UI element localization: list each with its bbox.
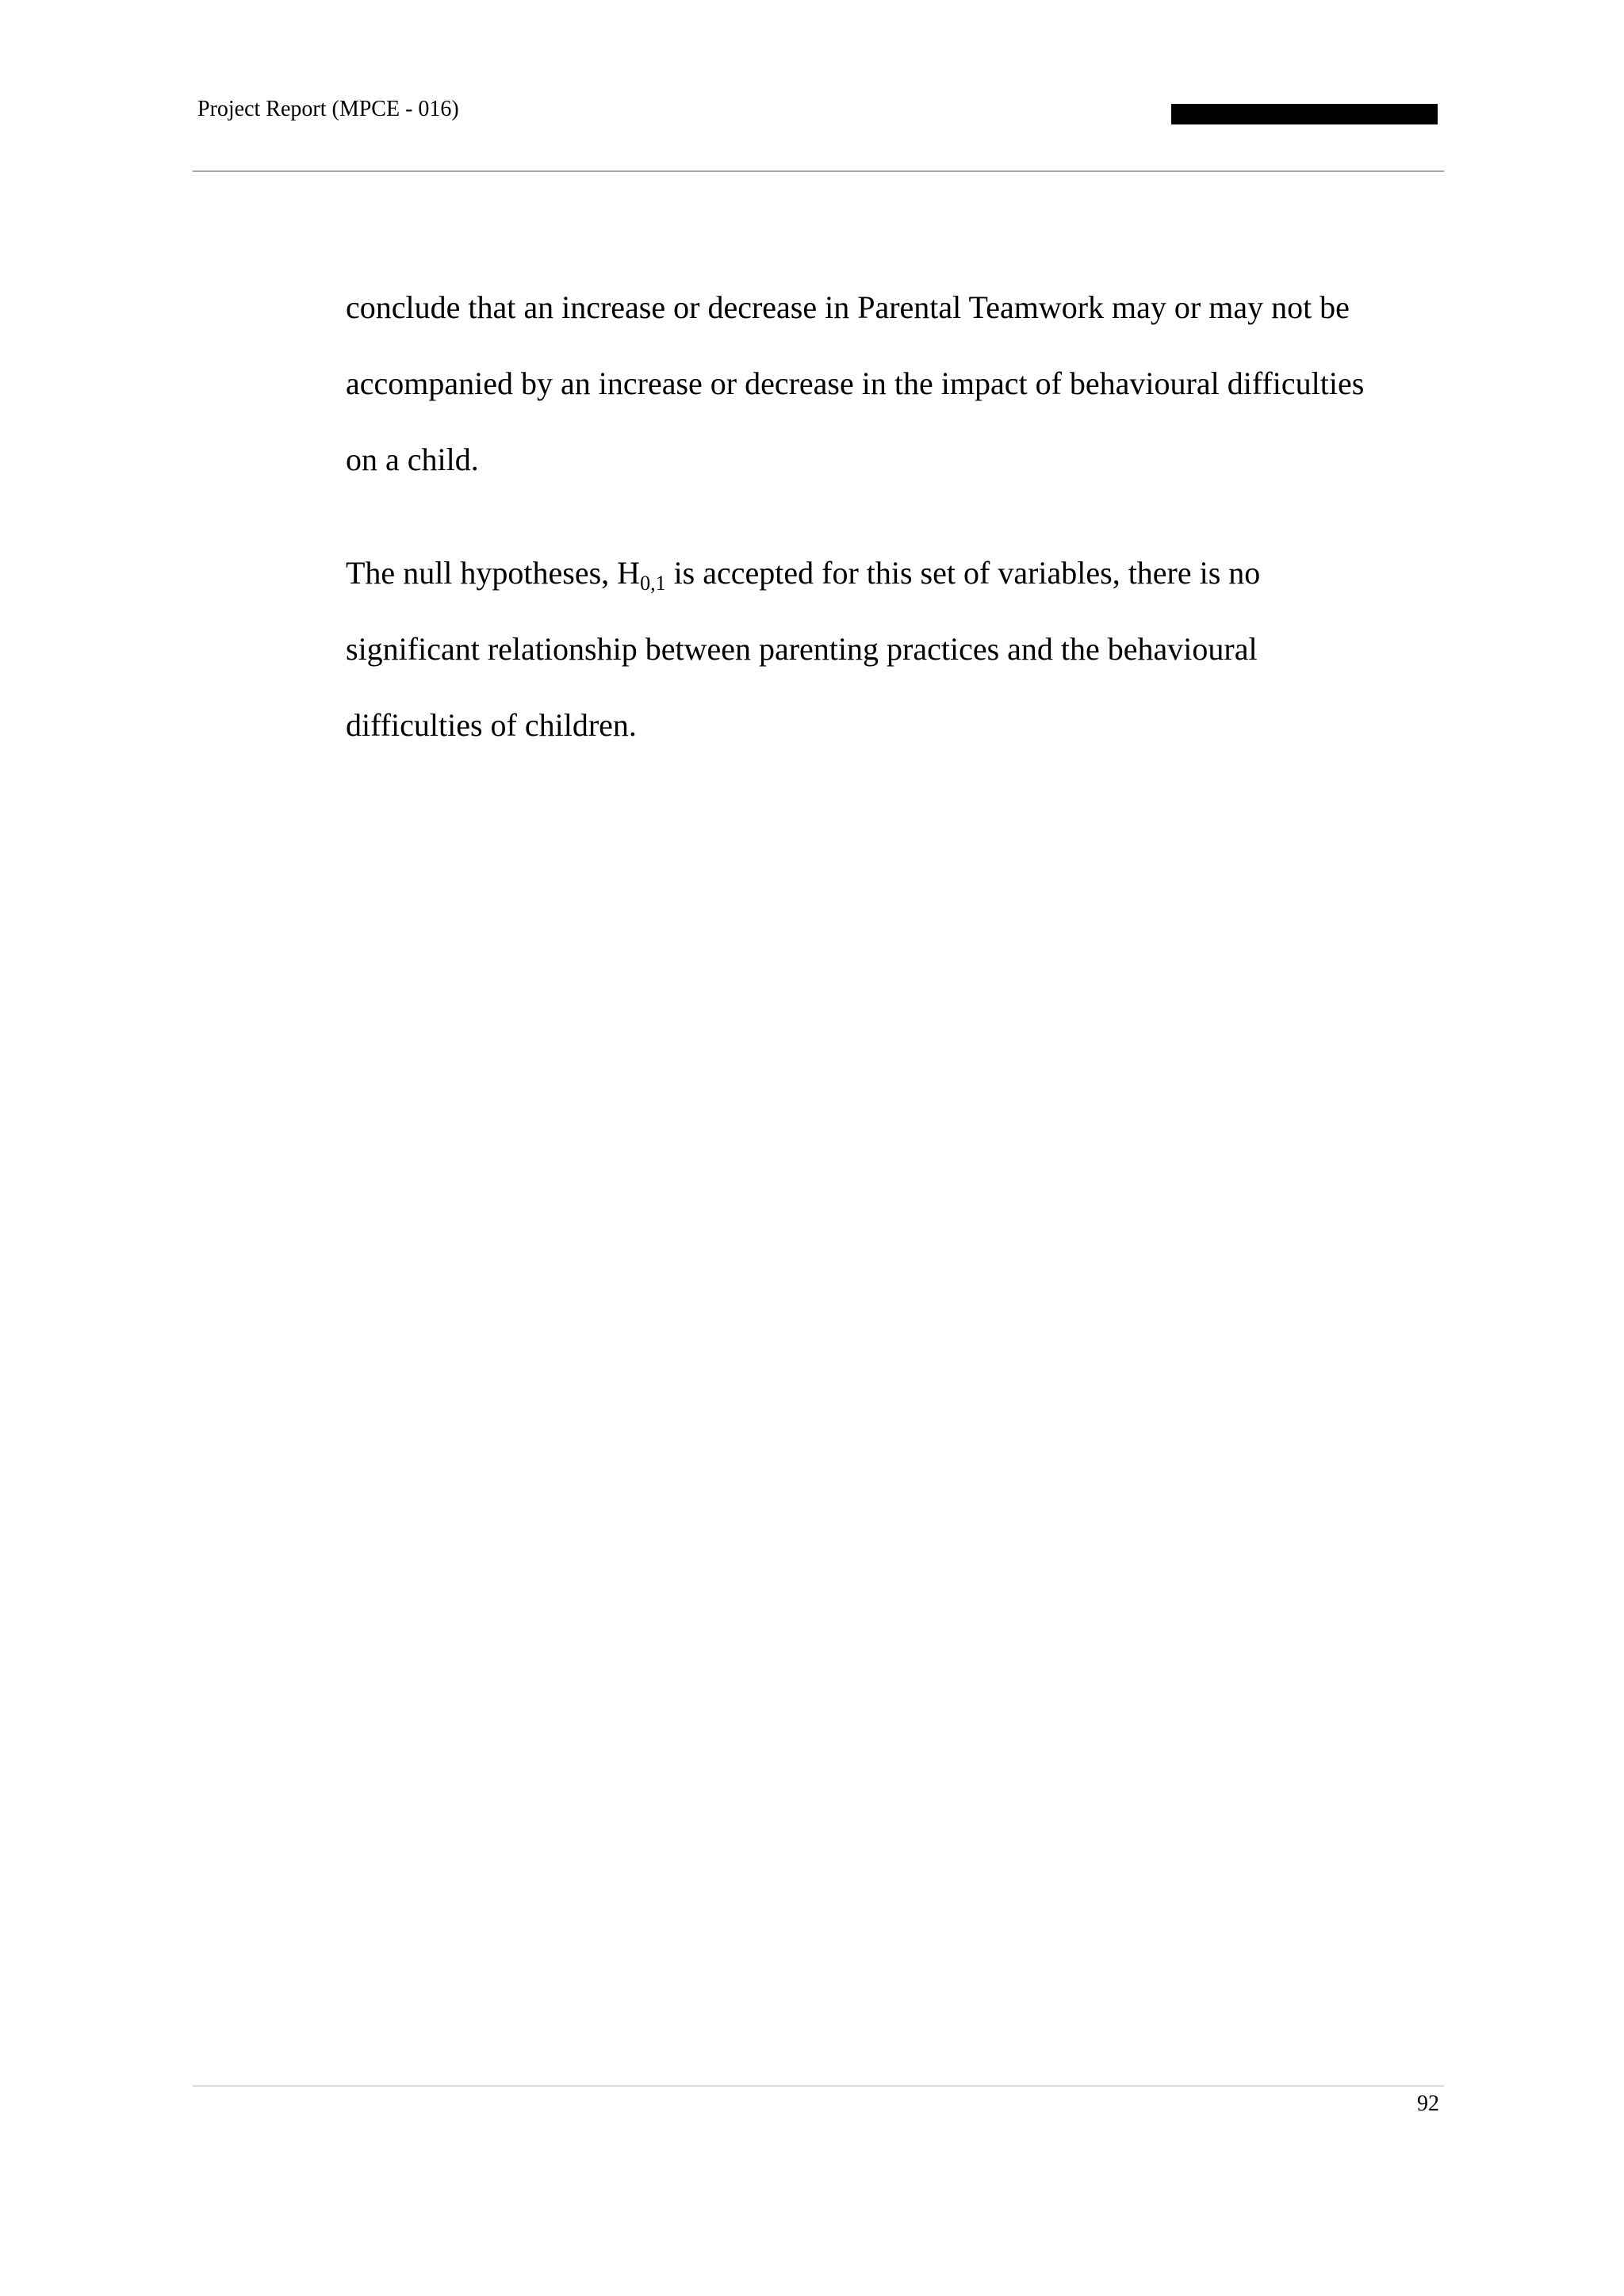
hypothesis-subscript: 0,1: [640, 572, 666, 595]
redaction-bar: [1171, 104, 1438, 124]
paragraph-null-hypothesis: [346, 535, 1456, 763]
paragraph-line: conclude that an increase or decrease in Parental Teamwork may or may not be: [346, 289, 1350, 325]
footer-divider: [193, 2085, 1444, 2087]
paragraph-line: significant relationship between parenting practices and the behavioural: [346, 631, 1258, 667]
running-header: Project Report (MPCE - 016): [197, 97, 459, 121]
paragraph-line: on a child.: [346, 442, 479, 477]
hypothesis-text-end: is accepted for this set of variables, there is no: [665, 555, 1261, 591]
paragraph-line: [346, 535, 1456, 611]
paragraph-line: accompanied by an increase or decrease in the impact of behavioural difficulties: [346, 365, 1365, 401]
paragraph-line: difficulties of children.: [346, 707, 637, 743]
page-number: 92: [1417, 2091, 1439, 2116]
paragraph-conclusion: [346, 270, 1456, 498]
hypothesis-text-start: The null hypotheses, H: [346, 555, 641, 591]
header-divider: [193, 170, 1444, 172]
